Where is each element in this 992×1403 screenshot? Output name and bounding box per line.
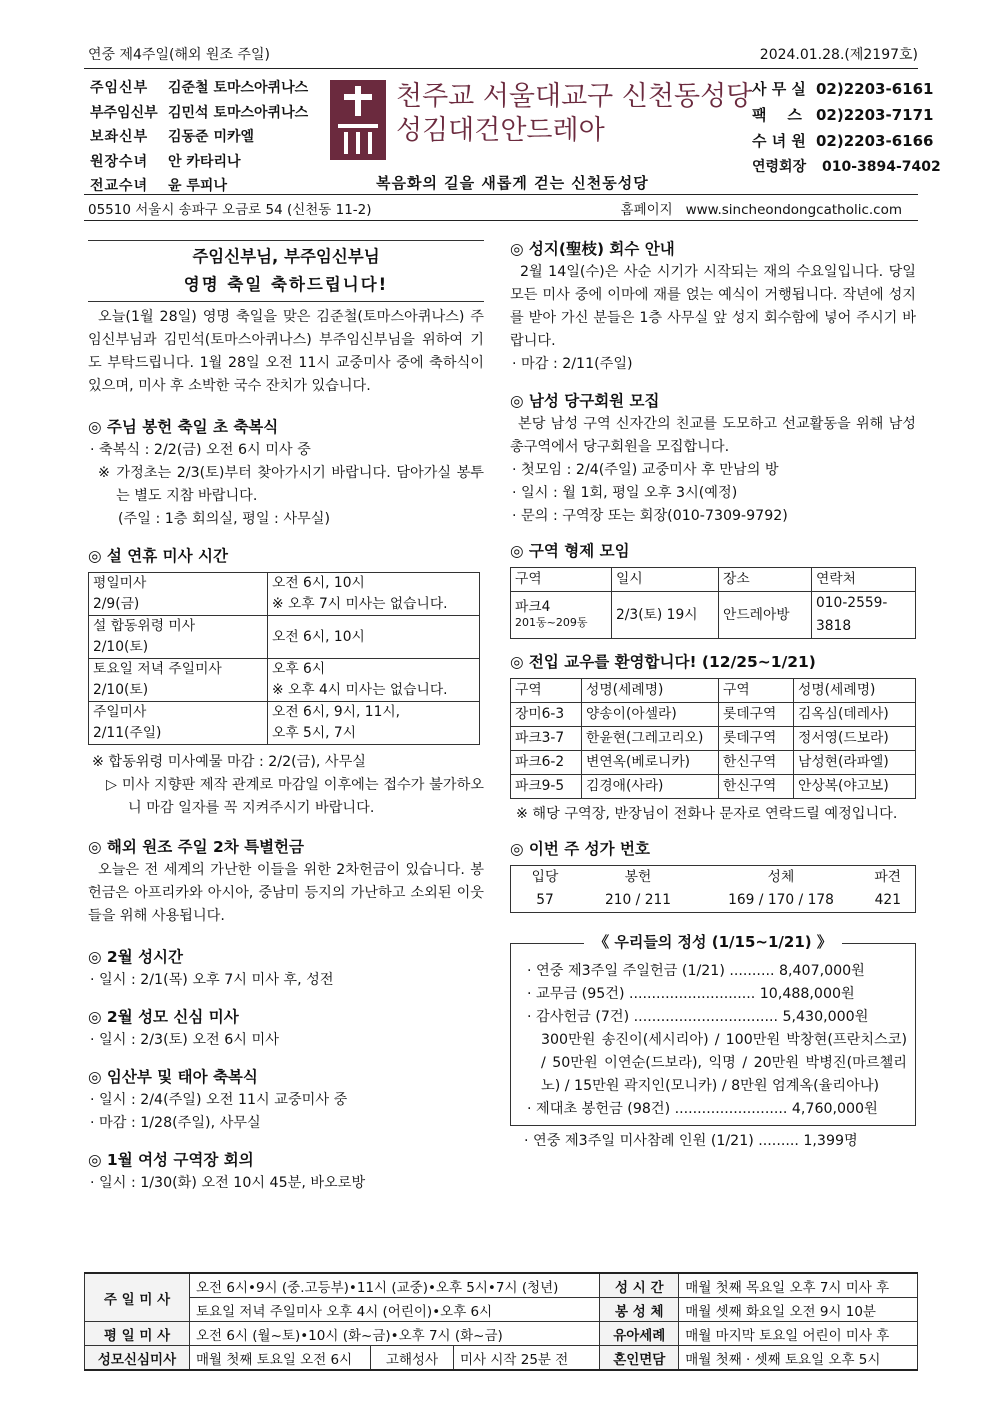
staff-row: 부주임신부 김민석 토마스아퀴나스 bbox=[90, 104, 309, 121]
note: ※ 합동위령 미사예물 마감 : 2/2(금), 사무실 bbox=[92, 754, 367, 770]
list-item: · 마감 : 2/11(주일) bbox=[512, 356, 633, 372]
new-year-mass-table bbox=[88, 572, 480, 745]
hymn-table bbox=[510, 865, 916, 913]
staff-row: 주임신부 김준철 토마스아퀴나스 bbox=[90, 80, 309, 96]
note: ※ 해당 구역장, 반장님이 전화나 문자로 연락드릴 예정입니다. bbox=[516, 806, 898, 822]
section-title: ◎ 이번 주 성가 번호 bbox=[510, 840, 650, 858]
feast-title-2: 영명 축일 축하드립니다! bbox=[183, 275, 389, 294]
offering-title: 《 우리들의 정성 (1/15~1/21) 》 bbox=[584, 933, 842, 951]
section-title: ◎ 전입 교우를 환영합니다! (12/25~1/21) bbox=[510, 653, 816, 671]
section-title: ◎ 주님 봉헌 축일 초 축복식 bbox=[88, 418, 279, 436]
section-body: 오늘은 전 세계의 가난한 이들을 위한 2차헌금이 있습니다. 봉헌금은 아프리카와 아시아, 중남미 등지의 가난하고 소외된 이웃들을 위해 사용됩니다. bbox=[88, 862, 484, 924]
list-item: · 첫모임 : 2/4(주일) 교중미사 후 만남의 방 bbox=[512, 462, 779, 478]
table-row: 주 일 미 사 오전 6시•9시 (중.고등부)•11시 (교중)•오후 5시•7시 (청년) 성 시 간 매월 첫째 목요일 오후 7시 미사 후 bbox=[85, 1273, 918, 1298]
table-header-row: 구역 성명(세례명) 구역 성명(세례명) bbox=[511, 679, 916, 703]
feast-title-1: 주임신부님, 부주임신부님 bbox=[192, 247, 380, 266]
offering-box bbox=[510, 933, 916, 1153]
issue-date: 2024.01.28.(제2197호) bbox=[759, 47, 918, 63]
section-title: ◎ 남성 당구회원 모집 bbox=[510, 392, 660, 410]
section-body: 본당 남성 구역 신자간의 친교를 도모하고 선교활동을 위해 남성총구역에서 당구회원을 모집합니다. bbox=[510, 416, 916, 455]
section-title: ◎ 구역 형제 모임 bbox=[510, 542, 630, 560]
list-item: · 일시 : 2/3(토) 오전 6시 미사 bbox=[90, 1032, 279, 1048]
table-row: 파크3-7 한윤현(그레고리오) 롯데구역 정서영(드보라) bbox=[511, 727, 916, 751]
table-row: 57 210 / 211 169 / 170 / 178 421 bbox=[511, 889, 916, 913]
list-item: · 축복식 : 2/2(금) 오전 6시 미사 중 bbox=[90, 442, 311, 458]
contact-row: 연령회장 010-3894-7402 bbox=[752, 159, 941, 175]
table-row: 설 합동위령 미사 2/10(토) 오전 6시, 10시 bbox=[89, 616, 480, 659]
list-item: · 문의 : 구역장 또는 회장(010-7309-9792) bbox=[512, 508, 788, 524]
right-column bbox=[510, 238, 916, 1153]
cross-icon bbox=[330, 80, 386, 160]
section-title: ◎ 1월 여성 구역장 회의 bbox=[88, 1151, 254, 1169]
list-item: · 마감 : 1/28(주일), 사무실 bbox=[90, 1115, 261, 1131]
list-item: (주일 : 1층 회의실, 평일 : 사무실) bbox=[118, 511, 330, 527]
table-row: 평일미사 2/9(금) 오전 6시, 10시 ※ 오후 7시 미사는 없습니다. bbox=[89, 573, 480, 616]
staff-row: 보좌신부 김동준 미카엘 bbox=[90, 129, 255, 145]
church-name-line1: 천주교 서울대교구 신천동성당 bbox=[396, 81, 753, 112]
homepage: 홈페이지 www.sincheondongcatholic.com bbox=[620, 202, 902, 218]
list-item: · 교무금 (95건) ............................ 10,488,000원 bbox=[527, 986, 855, 1002]
list-item: · 일시 : 1/30(화) 오전 10시 45분, 바오로방 bbox=[90, 1175, 366, 1191]
table-row: 파크9-5 김경애(사라) 한신구역 안상복(야고보) bbox=[511, 775, 916, 799]
contact-row: 팩 스 02)2203-7171 bbox=[752, 106, 934, 124]
divider bbox=[84, 68, 918, 69]
table-row: 토요일 저녁 주일미사 2/10(토) 오후 6시 ※ 오후 4시 미사는 없습니다. bbox=[89, 659, 480, 702]
church-logo bbox=[330, 80, 386, 160]
note: ▷ 미사 지향판 제작 관계로 마감일 이후에는 접수가 불가하오니 마감 일자를 꼭 지켜주시기 바랍니다. bbox=[106, 777, 484, 816]
feast-banner bbox=[88, 240, 484, 302]
section-title: ◎ 임산부 및 태아 축복식 bbox=[88, 1068, 258, 1086]
homepage-link[interactable]: www.sincheondongcatholic.com bbox=[685, 202, 902, 218]
list-item: · 일시 : 2/4(주일) 오전 11시 교중미사 중 bbox=[90, 1092, 348, 1108]
table-row: 토요일 저녁 주일미사 오후 4시 (어린이)•오후 6시 봉 성 체 매월 셋째 화요일 오전 9시 10분 bbox=[85, 1298, 918, 1322]
divider bbox=[84, 220, 918, 221]
slogan: 복음화의 길을 새롭게 걷는 신천동성당 bbox=[376, 174, 649, 192]
section-title: ◎ 성지(聖枝) 회수 안내 bbox=[510, 240, 675, 258]
table-header-row: 구역 일시 장소 연락처 bbox=[511, 568, 916, 592]
church-name bbox=[396, 80, 752, 148]
list-item: · 연중 제3주일 주일헌금 (1/21) .......... 8,407,000원 bbox=[527, 963, 865, 979]
contact-row: 수 녀 원 02)2203-6166 bbox=[752, 132, 934, 150]
newcomers-table bbox=[510, 678, 916, 799]
liturgy-title: 연중 제4주일(해외 원조 주일) bbox=[88, 47, 270, 63]
section-title: ◎ 설 연휴 미사 시간 bbox=[88, 547, 228, 565]
address: 05510 서울시 송파구 오금로 54 (신천동 11-2) bbox=[88, 202, 372, 218]
list-item: · 감사헌금 (7건) ................................ 5,430,000원 bbox=[527, 1009, 869, 1025]
section-body: 2월 14일(수)은 사순 시기가 시작되는 재의 수요일입니다. 당일 모든 미사 중에 이마에 재를 얹는 예식이 거행됩니다. 작년에 성지를 받아 가신 분들은 1층 사무실 앞 성지 회수함에 넣어 주시기 바랍니다. bbox=[510, 264, 916, 349]
left-column bbox=[88, 240, 484, 1195]
section-title: ◎ 2월 성모 신심 미사 bbox=[88, 1008, 239, 1026]
list-item: ※ 가정초는 2/3(토)부터 찾아가시기 바랍니다. 담아가실 봉투는 별도 지참 바랍니다. bbox=[98, 465, 484, 504]
table-header-row: 입당 봉헌 성체 파견 bbox=[511, 866, 916, 890]
list-item-detail: 300만원 송진이(세시리아) / 100만원 박창현(프란치스코) / 50만원 이연순(드보라), 익명 / 20만원 박병진(마르첼리노) / 15만원 곽지인(모니카) / 8만원 엄계옥(율리아나) bbox=[541, 1032, 907, 1094]
divider bbox=[84, 194, 918, 195]
attendance: · 연중 제3주일 미사참례 인원 (1/21) ......... 1,399명 bbox=[524, 1133, 858, 1149]
table-row: 성모신심미사 매월 첫째 토요일 오전 6시 고해성사 미사 시작 25분 전 혼인면담 매월 첫째 · 셋째 토요일 오후 5시 bbox=[85, 1346, 918, 1371]
mass-schedule-table bbox=[84, 1272, 918, 1371]
list-item: · 일시 : 2/1(목) 오후 7시 미사 후, 성전 bbox=[90, 972, 334, 988]
church-name-line2: 성김대건안드레아 bbox=[396, 115, 605, 146]
brothers-meeting-table bbox=[510, 567, 916, 639]
staff-row: 원장수녀 안 카타리나 bbox=[90, 153, 241, 170]
section-title: ◎ 2월 성시간 bbox=[88, 948, 183, 966]
staff-list bbox=[90, 76, 308, 199]
table-row: 평 일 미 사 오전 6시 (월~토)•10시 (화~금)•오후 7시 (화~금) 유아세례 매월 마지막 토요일 어린이 미사 후 bbox=[85, 1322, 918, 1346]
table-row: 장미6-3 양송이(아셀라) 롯데구역 김옥심(데레사) bbox=[511, 703, 916, 727]
contacts bbox=[752, 76, 941, 180]
table-row: 파크6-2 변연옥(베로니카) 한신구역 남성현(라파엘) bbox=[511, 751, 916, 775]
table-row: 주일미사 2/11(주일) 오전 6시, 9시, 11시, 오후 5시, 7시 bbox=[89, 702, 480, 745]
section-title: ◎ 해외 원조 주일 2차 특별헌금 bbox=[88, 838, 304, 856]
staff-row: 전교수녀 윤 루피나 bbox=[90, 178, 227, 194]
list-item: · 제대초 봉헌금 (98건) ......................... 4,760,000원 bbox=[527, 1101, 878, 1117]
table-row: 파크4 201동~209동 2/3(토) 19시 안드레아방 010-2559-3818 bbox=[511, 592, 916, 639]
feast-body: 오늘(1월 28일) 영명 축일을 맞은 김준철(토마스아퀴나스) 주임신부님과 김민석(토마스아퀴나스) 부주임신부님을 위하여 기도 부탁드립니다. 1월 28일 오전 11시 교중미사 중에 축하식이 있으며, 미사 후 소박한 국수 잔치가 있습니다. bbox=[88, 309, 484, 394]
list-item: · 일시 : 월 1회, 평일 오후 3시(예정) bbox=[512, 485, 738, 501]
contact-row: 사 무 실 02)2203-6161 bbox=[752, 80, 934, 98]
